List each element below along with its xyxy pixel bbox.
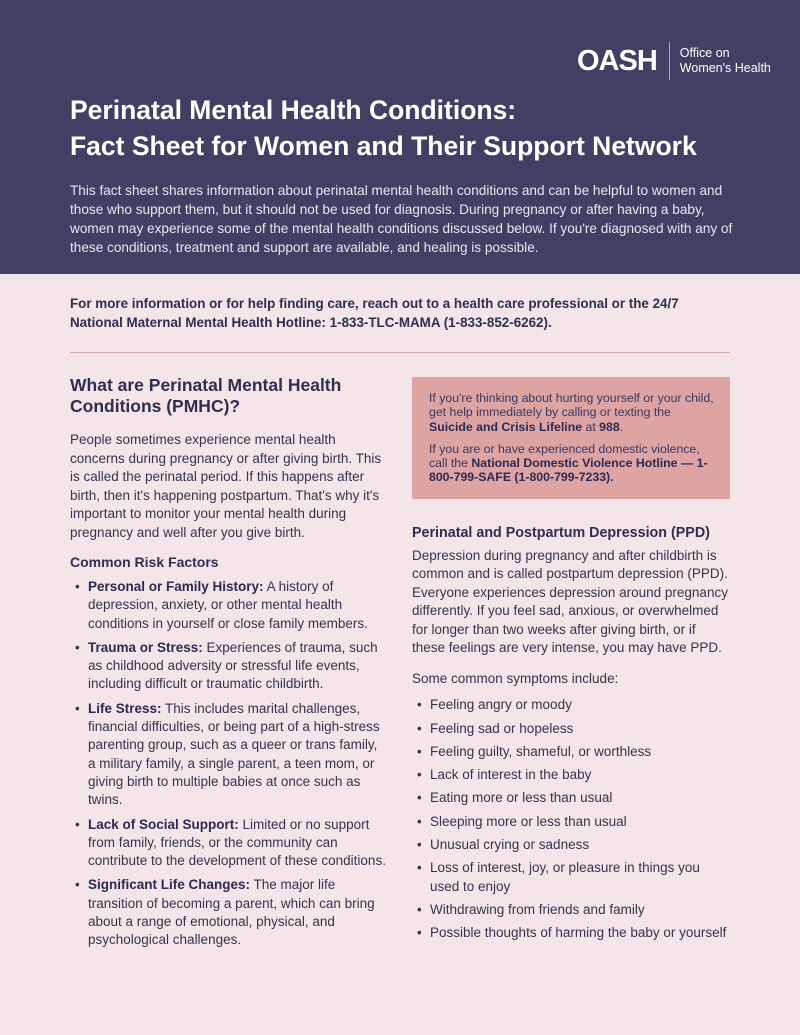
ppd-body: Depression during pregnancy and after childbirth is common and is called postpartum depression (PPD). Everyone experiences depression around pregnancy differently. If you feel sad, anxious, or overwhelmed for longer than two weeks after giving birth, or if these feelings are very intense, you may have PPD. (412, 547, 728, 656)
symptom-item: • Sleeping more or less than usual (412, 813, 730, 831)
pmhc-heading: What are Perinatal Mental Health Conditions (PMHC)? (70, 375, 342, 416)
pmhc-body: People sometimes experience mental health concerns during pregnancy or after giving birth. This is called the perinatal period. If this happens after birth, then it's happening postpartum. That's why it's important to monitor your mental health during pregnancy and well after you give birth. (70, 432, 382, 540)
risk-factor-item: • Trauma or Stress: Experiences of trauma, such as childhood adversity or stressful life events, including difficult or traumatic childbirth. (70, 639, 388, 694)
symptom-item: • Possible thoughts of harming the baby or yourself (412, 924, 730, 942)
logo-mark: OASH (577, 44, 657, 77)
symptom-item: • Unusual crying or sadness (412, 836, 730, 854)
symptom-item: • Feeling sad or hopeless (412, 720, 730, 738)
symptom-item: • Eating more or less than usual (412, 789, 730, 807)
risk-factors-heading: Common Risk Factors (70, 554, 219, 570)
header (0, 0, 800, 274)
ppd-heading: Perinatal and Postpartum Depression (PPD) (412, 524, 710, 541)
symptom-item: • Lack of interest in the baby (412, 766, 730, 784)
risk-factor-item: • Significant Life Changes: The major life transition of becoming a parent, which can bring about a range of emotional, physical, and psychological challenges. (70, 876, 388, 949)
symptom-item: • Feeling guilty, shameful, or worthless (412, 743, 730, 761)
symptom-item: • Withdrawing from friends and family (412, 901, 730, 919)
risk-factor-item: • Lack of Social Support: Limited or no support from family, friends, or the community can contribute to the development of these conditions. (70, 816, 388, 871)
risk-factor-item: • Life Stress: This includes marital challenges, financial difficulties, or being part of a high-stress parenting group, such as a queer or trans family, a military family, a single parent, a teen mom, or giving birth to multiple babies at once such as twins. (70, 700, 388, 810)
risk-factor-item: • Personal or Family History: A history of depression, anxiety, or other mental health conditions in yourself or close family members. (70, 578, 388, 633)
logo-divider (669, 42, 670, 80)
symptom-item: • Loss of interest, joy, or pleasure in things you used to enjoy (412, 859, 730, 896)
right-column (412, 377, 730, 956)
left-column (70, 375, 388, 956)
logo-sub-1: Office on (679, 46, 730, 60)
risk-factors-list (70, 578, 388, 950)
intro-text: This fact sheet shares information about perinatal mental health conditions and can be helpful to women and those who support them, but it should not be used for diagnosis. During pregnancy or after having a baby, women may experience some of the mental health conditions discussed below. If you're diagnosed with any of these conditions, treatment and support are available, and healing is possible. (70, 183, 733, 255)
logo-sub-2: Women's Health (679, 61, 771, 75)
symptoms-list (412, 696, 730, 942)
symptom-item: • Feeling angry or moody (412, 696, 730, 714)
symptoms-intro: Some common symptoms include: (412, 670, 619, 686)
contact-info: For more information or for help finding care, reach out to a health care professional or the 24/7 National Maternal Mental Health Hotline: 1-833-TLC-MAMA (1-833-852-6262). (70, 296, 679, 330)
oash-logo (577, 42, 771, 80)
page-title: Perinatal Mental Health Conditions: Fact Sheet for Women and Their Support Network (70, 95, 697, 161)
crisis-alert-box: If you're thinking about hurting yourself or your child, get help immediately by calling or texting the Suicide and Crisis Lifeline at 988. If you are or have experienced domestic violence, call the National Domestic Violence Hotline — 1-800-799-SAFE (1-800-799-7233). (412, 377, 730, 499)
